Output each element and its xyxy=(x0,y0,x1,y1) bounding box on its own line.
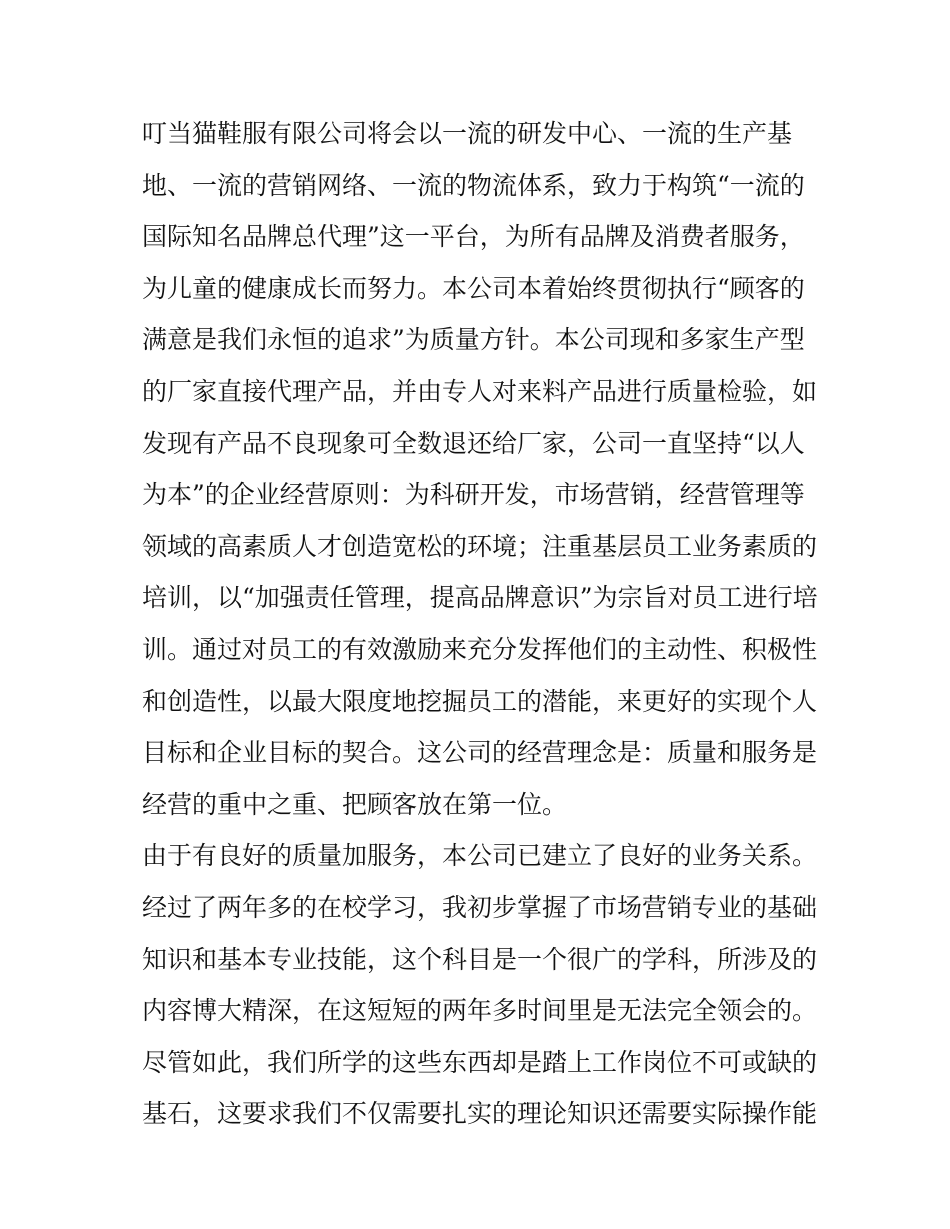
text-line: 培训，以“加强责任管理，提高品牌意识”为宗旨对员工进行培 xyxy=(142,583,818,613)
text-line: 经过了两年多的在校学习，我初步掌握了市场营销专业的基础 xyxy=(142,892,818,922)
text-line: 叮当猫鞋服有限公司将会以一流的研发中心、一流的生产基 xyxy=(142,119,793,148)
text-line: 领域的高素质人才创造宽松的环境；注重基层员工业务素质的 xyxy=(142,531,818,561)
text-line: 地、一流的营销网络、一流的物流体系，致力于构筑“一流的 xyxy=(142,170,805,200)
text-line: 目标和企业目标的契合。这公司的经营理念是：质量和服务是 xyxy=(142,738,818,768)
text-line: 发现有产品不良现象可全数退还给厂家，公司一直坚持“以人 xyxy=(142,428,805,458)
text-line: 尽管如此，我们所学的这些东西却是踏上工作岗位不可或缺的 xyxy=(142,1047,818,1077)
text-line: 国际知名品牌总代理”这一平台，为所有品牌及消费者服务， xyxy=(142,222,805,252)
text-line: 经营的重中之重、把顾客放在第一位。 xyxy=(142,789,568,819)
text-line: 的厂家直接代理产品，并由专人对来料产品进行质量检验，如 xyxy=(142,376,818,406)
text-line: 为本”的企业经营原则：为科研开发，市场营销，经营管理等 xyxy=(142,480,805,510)
text-line: 和创造性，以最大限度地挖掘员工的潜能，来更好的实现个人 xyxy=(142,686,818,716)
text-line: 为儿童的健康成长而努力。本公司本着始终贯彻执行“顾客的 xyxy=(142,273,805,303)
text-line: 知识和基本专业技能，这个科目是一个很广的学科，所涉及的 xyxy=(142,944,818,974)
text-line: 训。通过对员工的有效激励来充分发挥他们的主动性、积极性 xyxy=(142,634,818,664)
text-line: 基石，这要求我们不仅需要扎实的理论知识还需要实际操作能 xyxy=(142,1099,818,1129)
body-text xyxy=(142,108,822,1140)
text-line: 由于有良好的质量加服务，本公司已建立了良好的业务关系。 xyxy=(142,841,818,871)
text-line: 内容博大精深，在这短短的两年多时间里是无法完全领会的。 xyxy=(142,996,818,1026)
text-line: 满意是我们永恒的追求”为质量方针。本公司现和多家生产型 xyxy=(142,325,805,355)
